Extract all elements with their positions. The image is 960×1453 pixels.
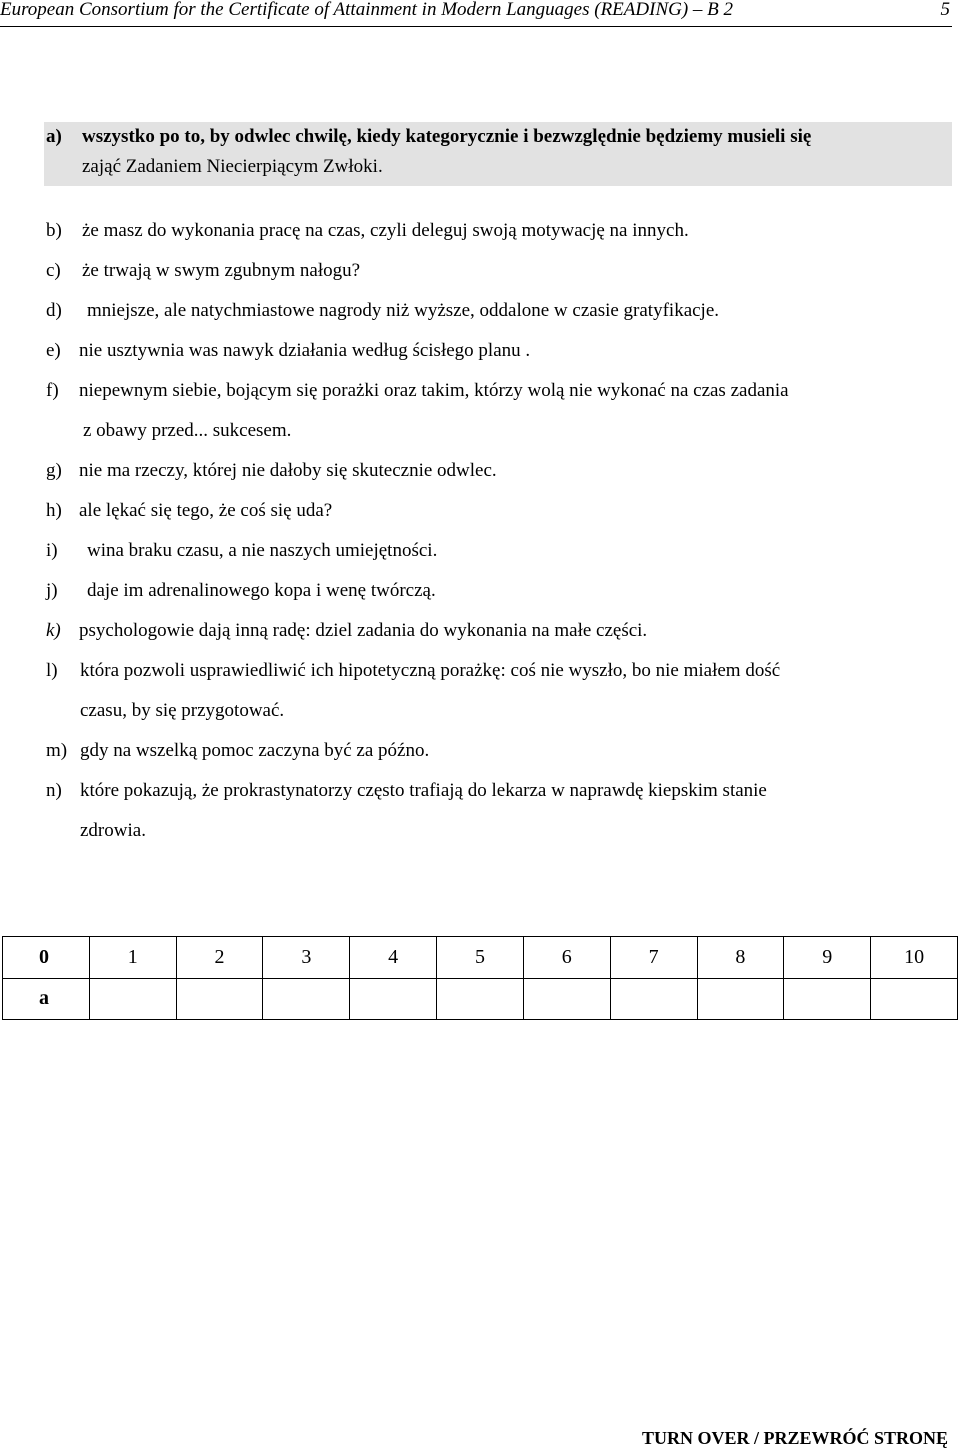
item-letter: l) xyxy=(46,660,58,681)
answer-cell[interactable] xyxy=(871,978,958,1020)
number-cell: 8 xyxy=(697,937,784,979)
number-cell: 1 xyxy=(89,937,176,979)
item-text-continued: z obawy przed... sukcesem. xyxy=(83,420,292,441)
item-letter: d) xyxy=(46,300,62,321)
item-text: ale lękać się tego, że coś się uda? xyxy=(79,500,333,521)
item-text: wszystko po to, by odwlec chwilę, kiedy kategorycznie i bezwzględnie będziemy musieli się xyxy=(82,126,812,147)
item-letter: f) xyxy=(46,380,59,401)
page-number: 5 xyxy=(940,0,950,20)
item-text: nie ma rzeczy, której nie dałoby się skutecznie odwlec. xyxy=(79,460,497,481)
item-letter: e) xyxy=(46,340,61,361)
header-title: European Consortium for the Certificate of Attainment in Modern Languages (READING) – B 2 xyxy=(0,0,734,20)
number-cell: 0 xyxy=(3,937,90,979)
answer-table-numbers-row xyxy=(3,937,958,979)
number-cell: 6 xyxy=(523,937,610,979)
answer-table-answers-row xyxy=(3,978,958,1020)
answer-cell[interactable] xyxy=(784,978,871,1020)
item-letter: m) xyxy=(46,740,68,761)
item-text: która pozwoli usprawiedliwić ich hipotetyczną porażkę: coś nie wyszło, bo nie miałem dość xyxy=(80,660,781,681)
number-cell: 2 xyxy=(176,937,263,979)
item-text-continued: zająć Zadaniem Niecierpiącym Zwłoki. xyxy=(82,156,383,177)
number-cell: 7 xyxy=(610,937,697,979)
answer-cell[interactable] xyxy=(263,978,350,1020)
item-letter: k) xyxy=(46,620,61,641)
answer-cell[interactable] xyxy=(176,978,263,1020)
answer-cell[interactable] xyxy=(610,978,697,1020)
item-text: że trwają w swym zgubnym nałogu? xyxy=(82,260,361,281)
answer-cell[interactable] xyxy=(89,978,176,1020)
answer-cell[interactable] xyxy=(437,978,524,1020)
item-text: że masz do wykonania pracę na czas, czyli deleguj swoją motywację na innych. xyxy=(82,220,689,241)
answer-table xyxy=(2,936,958,1020)
number-cell: 10 xyxy=(871,937,958,979)
item-text: wina braku czasu, a nie naszych umiejętności. xyxy=(87,540,438,561)
number-cell: 4 xyxy=(350,937,437,979)
item-text-continued: zdrowia. xyxy=(80,820,146,841)
item-letter: b) xyxy=(46,220,62,241)
answer-cell[interactable] xyxy=(350,978,437,1020)
item-text: mniejsze, ale natychmiastowe nagrody niż wyższe, oddalone w czasie gratyfikacje. xyxy=(87,300,720,321)
item-letter: a) xyxy=(46,126,62,147)
item-letter: n) xyxy=(46,780,62,801)
item-text: daje im adrenalinowego kopa i wenę twórczą. xyxy=(87,580,436,601)
item-letter: i) xyxy=(46,540,58,561)
number-cell: 9 xyxy=(784,937,871,979)
item-text: niepewnym siebie, bojącym się porażki oraz takim, którzy wolą nie wykonać na czas zadania xyxy=(79,380,789,401)
item-letter: g) xyxy=(46,460,62,481)
answer-cell: a xyxy=(3,978,90,1020)
item-text-continued: czasu, by się przygotować. xyxy=(80,700,285,721)
item-text: psychologowie dają inną radę: dziel zadania do wykonania na małe części. xyxy=(79,620,648,641)
answer-cell[interactable] xyxy=(523,978,610,1020)
item-letter: h) xyxy=(46,500,62,521)
item-text: nie usztywnia was nawyk działania według ścisłego planu . xyxy=(79,340,531,361)
number-cell: 3 xyxy=(263,937,350,979)
item-letter: c) xyxy=(46,260,61,281)
turn-over-note: TURN OVER / PRZEWRÓĆ STRONĘ xyxy=(641,1428,948,1448)
page-header xyxy=(0,0,952,27)
number-cell: 5 xyxy=(437,937,524,979)
item-text: które pokazują, że prokrastynatorzy często trafiają do lekarza w naprawdę kiepskim stanie xyxy=(80,780,767,801)
item-text: gdy na wszelką pomoc zaczyna być za późno. xyxy=(80,740,430,761)
item-letter: j) xyxy=(46,580,58,601)
answer-cell[interactable] xyxy=(697,978,784,1020)
